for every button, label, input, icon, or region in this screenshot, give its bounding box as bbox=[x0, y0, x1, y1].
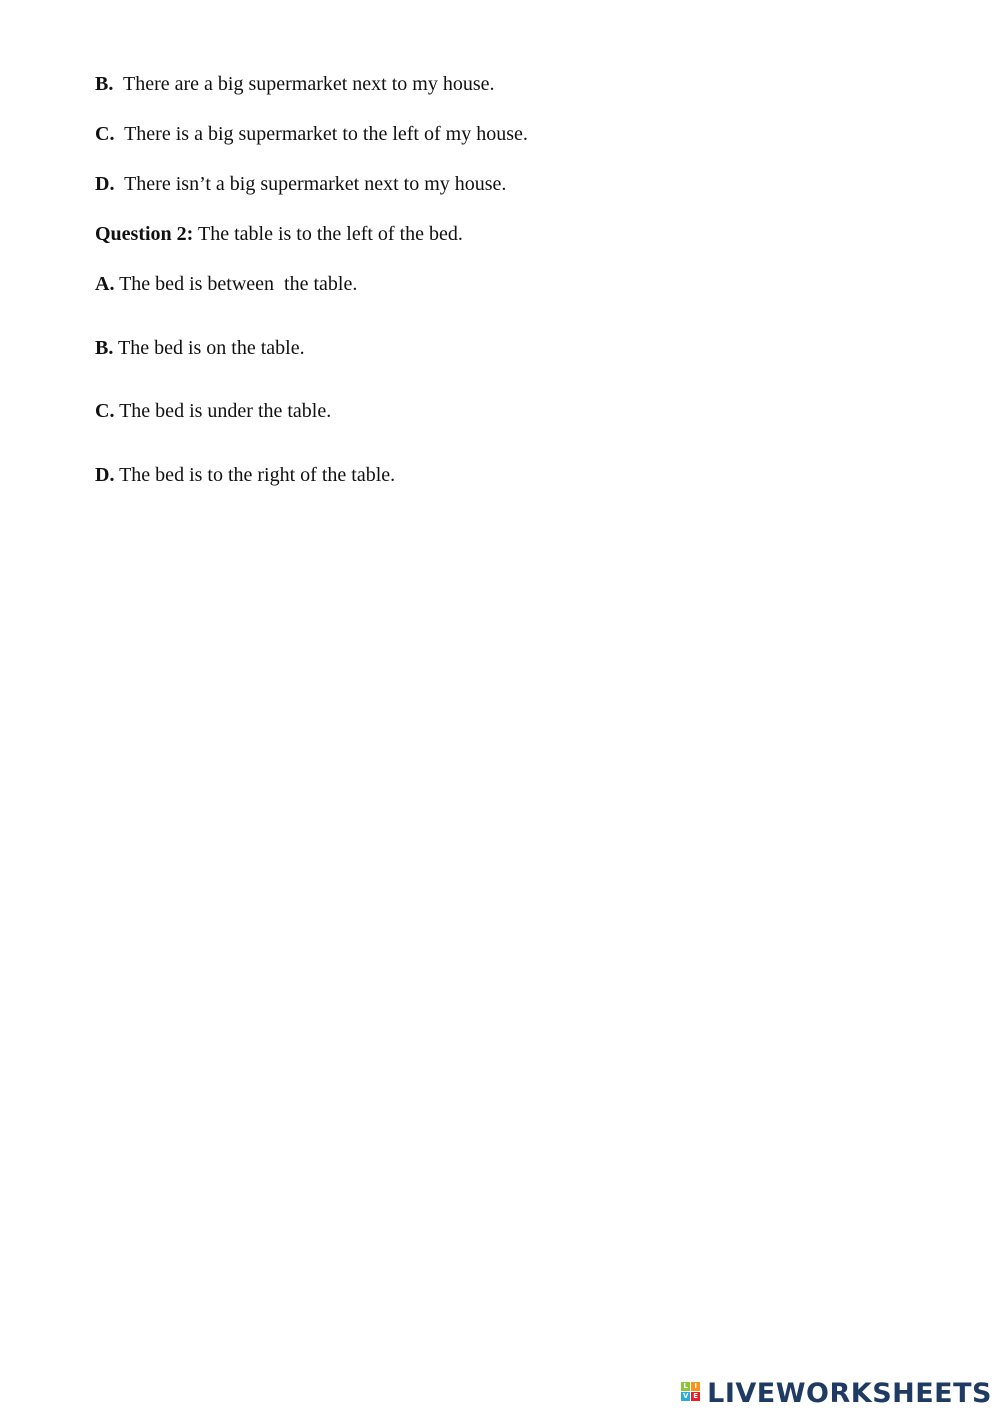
liveworksheets-logo bbox=[681, 1378, 992, 1408]
option-c bbox=[95, 399, 331, 423]
option-letter: A. bbox=[95, 273, 115, 295]
question-2 bbox=[95, 222, 463, 246]
option-b bbox=[95, 336, 305, 360]
option-text: The bed is to the right of the table. bbox=[114, 464, 396, 486]
option-letter: B. bbox=[95, 73, 114, 95]
option-d-prev bbox=[95, 172, 506, 196]
option-text: The bed is under the table. bbox=[114, 400, 332, 422]
option-c-prev bbox=[95, 122, 528, 146]
question-label: Question 2: bbox=[95, 223, 194, 245]
logo-letter-l: L bbox=[681, 1382, 690, 1391]
question-text: The table is to the left of the bed. bbox=[193, 223, 463, 245]
option-letter: C. bbox=[95, 123, 115, 145]
option-text: The bed is on the table. bbox=[113, 337, 305, 359]
option-d bbox=[95, 463, 395, 487]
option-letter: D. bbox=[95, 464, 115, 486]
logo-letter-e: E bbox=[691, 1392, 700, 1401]
option-letter: C. bbox=[95, 400, 115, 422]
logo-letter-v: V bbox=[682, 1392, 689, 1400]
option-text: There isn’t a big supermarket next to my house. bbox=[114, 173, 507, 195]
option-letter: B. bbox=[95, 337, 114, 359]
option-b-prev bbox=[95, 72, 495, 96]
brand-text: LIVEWORKSHEETS bbox=[707, 1377, 992, 1409]
option-text: The bed is between the table. bbox=[114, 273, 358, 295]
option-text: There are a big supermarket next to my house. bbox=[113, 73, 495, 95]
logo-letter-i: I bbox=[691, 1382, 700, 1391]
live-logo-icon bbox=[681, 1382, 703, 1404]
option-letter: D. bbox=[95, 173, 115, 195]
option-a bbox=[95, 272, 357, 296]
option-text: There is a big supermarket to the left of my house. bbox=[114, 123, 528, 145]
